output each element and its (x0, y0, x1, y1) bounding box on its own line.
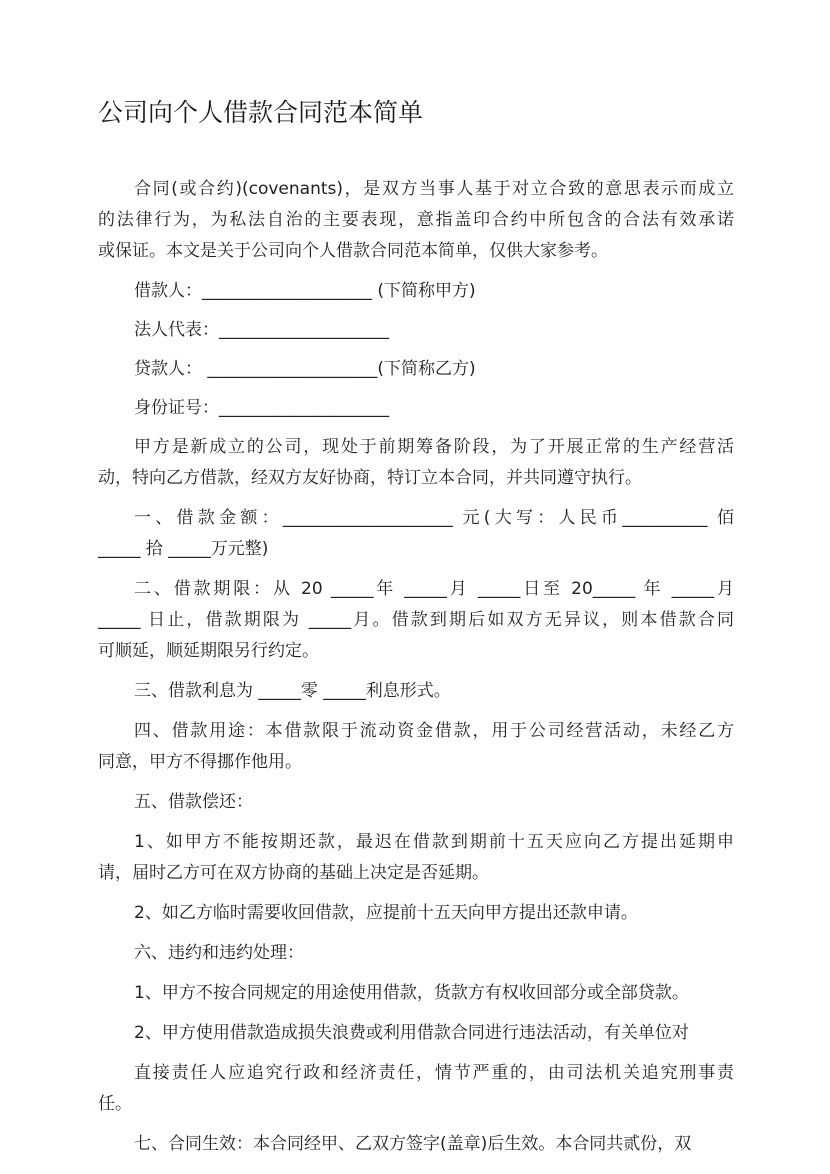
text-line: _____ 日止，借款期限为 _____月。借款到期后如双方无异议，则本借款合同 (98, 610, 734, 630)
text-line: 三、借款利息为 _____零 _____利息形式。 (134, 681, 451, 701)
clause-paragraph (98, 787, 734, 818)
text-line: 直接责任人应追究行政和经济责任，情节严重的，由司法机关追究刑事责 (134, 1063, 734, 1083)
text-line: 甲方是新成立的公司，现处于前期筹备阶段，为了开展正常的生产经营活 (134, 437, 734, 457)
clause-paragraph (98, 978, 734, 1009)
clause-paragraph (98, 938, 734, 969)
text-line: 合同(或合约)(covenants)，是双方当事人基于对立合致的意思表示而成立 (134, 179, 734, 199)
clause-paragraph (98, 574, 734, 667)
lender-field: 贷款人： ____________________(下简称乙方) (134, 359, 476, 379)
clause-paragraph (98, 716, 734, 778)
text-line: 2、如乙方临时需要收回借款，应提前十五天向甲方提出还款申请。 (134, 903, 638, 923)
document-page (98, 96, 734, 1169)
text-line: 动，特向乙方借款，经双方友好协商，特订立本合同，并共同遵守执行。 (98, 468, 642, 488)
clause-paragraph (98, 827, 734, 889)
id-number-field: 身份证号：____________________ (134, 398, 389, 418)
clause-paragraph (98, 1058, 734, 1120)
text-line: 任。 (98, 1094, 132, 1114)
text-line: _____ 拾 _____万元整) (98, 539, 269, 559)
text-line: 一、借款金额：____________________ 元(大写：人民币__________ 佰 (134, 508, 734, 528)
text-line: 1、甲方不按合同规定的用途使用借款，货款方有权收回部分或全部贷款。 (134, 983, 689, 1003)
clause-paragraph (98, 898, 734, 929)
text-line: 请，届时乙方可在双方协商的基础上决定是否延期。 (98, 863, 489, 883)
text-line: 1、如甲方不能按期还款，最迟在借款到期前十五天应向乙方提出延期申 (134, 832, 734, 852)
text-line: 2、甲方使用借款造成损失浪费或利用借款合同进行违法活动，有关单位对 (134, 1023, 689, 1043)
text-line: 七、合同生效：本合同经甲、乙双方签字(盖章)后生效。本合同共贰份，双 (134, 1134, 692, 1154)
clause-paragraph (98, 432, 734, 494)
clause-paragraph (98, 676, 734, 707)
intro-paragraph (98, 174, 734, 267)
clause-paragraph (98, 1129, 734, 1160)
text-line: 同意，甲方不得挪作他用。 (98, 752, 302, 772)
text-line: 或保证。本文是关于公司向个人借款合同范本简单，仅供大家参考。 (98, 241, 608, 261)
text-line: 五、借款偿还： (134, 792, 253, 812)
legal-representative-field: 法人代表：____________________ (134, 320, 389, 340)
text-line: 六、违约和违约处理： (134, 943, 304, 963)
text-line: 四、借款用途：本借款限于流动资金借款，用于公司经营活动，未经乙方 (134, 721, 734, 741)
document-title: 公司向个人借款合同范本简单 (98, 98, 424, 127)
borrower-field: 借款人：____________________ (下简称甲方) (134, 281, 476, 301)
text-line: 的法律行为，为私法自治的主要表现，意指盖印合约中所包含的合法有效承诺 (98, 210, 734, 230)
clause-paragraph (98, 1018, 734, 1049)
clause-paragraph (98, 503, 734, 565)
text-line: 二、借款期限：从 20 _____年 _____月 _____日至 20_____ 年 _____月 (134, 579, 734, 599)
text-line: 可顺延，顺延期限另行约定。 (98, 641, 319, 661)
